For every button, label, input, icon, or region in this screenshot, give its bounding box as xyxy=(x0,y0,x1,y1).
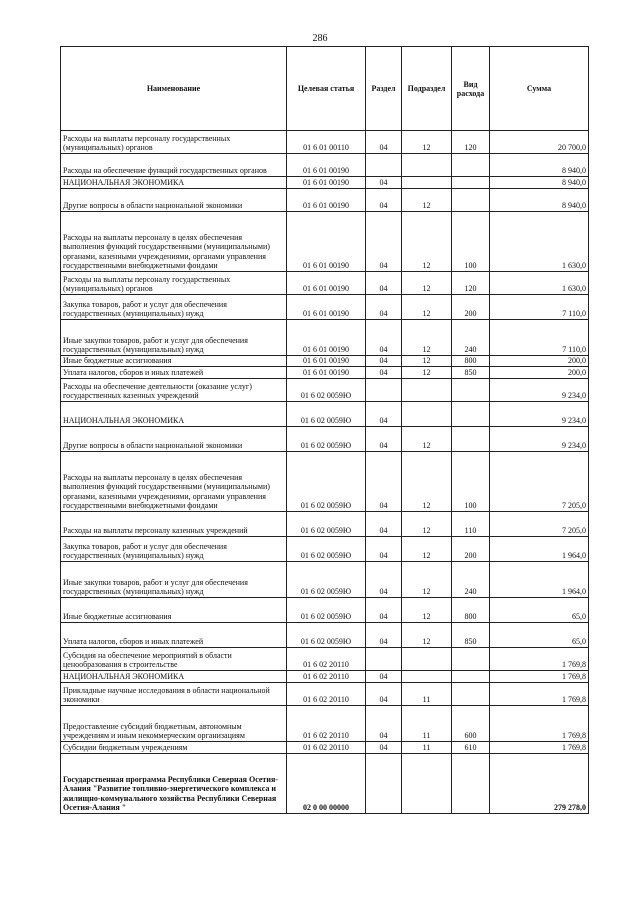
row-name-cell: Расходы на выплаты персоналу в целях обеспечения выполнения функций государственными (муниципальными) органами, казенными учреждениями, органами управления государственными внебюджетными фондами xyxy=(61,452,287,512)
row-section-cell: 04 xyxy=(366,683,402,706)
row-expense-type-cell: 120 xyxy=(452,272,490,295)
row-amount-cell: 200,0 xyxy=(490,356,589,367)
row-subsection-cell xyxy=(402,379,452,402)
row-section-cell: 04 xyxy=(366,212,402,272)
row-section-cell: 04 xyxy=(366,427,402,452)
row-name-cell: Государственная программа Республики Северная Осетия-Алания "Развитие топливно-энергетического комплекса и жилищно-коммунального хозяйства Республики Северная Осетия-Алания " xyxy=(61,754,287,814)
row-target-cell: 01 6 02 0059Ю xyxy=(287,537,366,562)
row-section-cell: 04 xyxy=(366,623,402,648)
row-target-cell: 01 6 02 0059Ю xyxy=(287,562,366,598)
row-name-cell: Расходы на выплаты персоналу государственных (муниципальных) органов xyxy=(61,131,287,154)
row-expense-type-cell: 200 xyxy=(452,295,490,320)
row-amount-cell: 20 700,0 xyxy=(490,131,589,154)
row-target-cell: 02 0 00 00000 xyxy=(287,754,366,814)
row-name-cell: Расходы на выплаты персоналу в целях обеспечения выполнения функций государственными (муниципальными) органами, казенными учреждениями, органами управления государственными внебюджетными фондами xyxy=(61,212,287,272)
row-name-cell: Другие вопросы в области национальной экономики xyxy=(61,427,287,452)
row-target-cell: 01 6 01 00190 xyxy=(287,177,366,189)
row-amount-cell: 1 769,8 xyxy=(490,671,589,683)
row-section-cell: 04 xyxy=(366,356,402,367)
row-expense-type-cell xyxy=(452,189,490,212)
table-header-row xyxy=(61,47,589,131)
row-subsection-cell: 12 xyxy=(402,212,452,272)
row-target-cell: 01 6 01 00190 xyxy=(287,295,366,320)
row-target-cell: 01 6 02 20110 xyxy=(287,742,366,754)
row-section-cell: 04 xyxy=(366,272,402,295)
row-target-cell: 01 6 01 00110 xyxy=(287,131,366,154)
row-target-cell: 01 6 02 0059Ю xyxy=(287,402,366,427)
row-subsection-cell: 12 xyxy=(402,427,452,452)
row-section-cell: 04 xyxy=(366,742,402,754)
row-amount-cell: 1 769,8 xyxy=(490,648,589,671)
row-section-cell: 04 xyxy=(366,402,402,427)
row-name-cell: Предоставление субсидий бюджетным, автономным учреждениям и иным некоммерческим организациям xyxy=(61,706,287,742)
row-expense-type-cell xyxy=(452,754,490,814)
row-name-cell: Уплата налогов, сборов и иных платежей xyxy=(61,623,287,648)
row-amount-cell: 1 769,8 xyxy=(490,742,589,754)
header-name: Наименование xyxy=(61,47,287,131)
table-row xyxy=(61,427,589,452)
row-amount-cell: 1 964,0 xyxy=(490,537,589,562)
row-target-cell: 01 6 01 00190 xyxy=(287,320,366,356)
header-section: Раздел xyxy=(366,47,402,131)
row-name-cell: Прикладные научные исследования в области национальной экономики xyxy=(61,683,287,706)
row-amount-cell: 7 205,0 xyxy=(490,452,589,512)
row-target-cell: 01 6 02 0059Ю xyxy=(287,598,366,623)
table-row xyxy=(61,367,589,379)
table-body xyxy=(61,131,589,814)
row-target-cell: 01 6 01 00190 xyxy=(287,154,366,177)
row-subsection-cell: 11 xyxy=(402,683,452,706)
row-expense-type-cell xyxy=(452,154,490,177)
row-name-cell: Уплата налогов, сборов и иных платежей xyxy=(61,367,287,379)
table-row xyxy=(61,295,589,320)
row-expense-type-cell: 110 xyxy=(452,512,490,537)
row-amount-cell: 1 769,8 xyxy=(490,683,589,706)
row-name-cell: НАЦИОНАЛЬНАЯ ЭКОНОМИКА xyxy=(61,671,287,683)
header-amount: Сумма xyxy=(490,47,589,131)
table-row xyxy=(61,177,589,189)
row-expense-type-cell xyxy=(452,379,490,402)
row-amount-cell: 279 278,0 xyxy=(490,754,589,814)
row-section-cell: 04 xyxy=(366,671,402,683)
row-section-cell: 04 xyxy=(366,537,402,562)
row-section-cell: 04 xyxy=(366,562,402,598)
row-target-cell: 01 6 02 20110 xyxy=(287,683,366,706)
row-target-cell: 01 6 02 0059Ю xyxy=(287,452,366,512)
row-target-cell: 01 6 01 00190 xyxy=(287,189,366,212)
row-expense-type-cell xyxy=(452,427,490,452)
table-row xyxy=(61,648,589,671)
row-expense-type-cell: 240 xyxy=(452,562,490,598)
table-row xyxy=(61,742,589,754)
row-amount-cell: 9 234,0 xyxy=(490,379,589,402)
table-row xyxy=(61,356,589,367)
row-amount-cell: 9 234,0 xyxy=(490,427,589,452)
row-subsection-cell: 12 xyxy=(402,623,452,648)
row-section-cell: 04 xyxy=(366,177,402,189)
row-amount-cell: 1 630,0 xyxy=(490,212,589,272)
table-row xyxy=(61,154,589,177)
row-name-cell: НАЦИОНАЛЬНАЯ ЭКОНОМИКА xyxy=(61,177,287,189)
row-expense-type-cell: 800 xyxy=(452,356,490,367)
row-subsection-cell xyxy=(402,177,452,189)
row-subsection-cell: 12 xyxy=(402,131,452,154)
row-target-cell: 01 6 02 0059Ю xyxy=(287,512,366,537)
row-subsection-cell: 12 xyxy=(402,272,452,295)
row-section-cell: 04 xyxy=(366,189,402,212)
row-section-cell: 04 xyxy=(366,295,402,320)
row-amount-cell: 65,0 xyxy=(490,623,589,648)
table-row xyxy=(61,272,589,295)
table-row xyxy=(61,512,589,537)
row-subsection-cell: 12 xyxy=(402,320,452,356)
row-name-cell: Закупка товаров, работ и услуг для обеспечения государственных (муниципальных) нужд xyxy=(61,295,287,320)
row-name-cell: Расходы на обеспечение деятельности (оказание услуг) государственных казенных учреждений xyxy=(61,379,287,402)
header-subsection: Подраздел xyxy=(402,47,452,131)
row-name-cell: Расходы на обеспечение функций государственных органов xyxy=(61,154,287,177)
row-target-cell: 01 6 02 0059Ю xyxy=(287,379,366,402)
row-subsection-cell xyxy=(402,754,452,814)
table-row xyxy=(61,706,589,742)
table-row xyxy=(61,212,589,272)
row-section-cell: 04 xyxy=(366,598,402,623)
row-expense-type-cell: 850 xyxy=(452,367,490,379)
row-name-cell: Иные закупки товаров, работ и услуг для обеспечения государственных (муниципальных) нужд xyxy=(61,562,287,598)
row-expense-type-cell: 610 xyxy=(452,742,490,754)
row-target-cell: 01 6 01 00190 xyxy=(287,212,366,272)
row-expense-type-cell xyxy=(452,177,490,189)
table-row xyxy=(61,379,589,402)
row-subsection-cell xyxy=(402,402,452,427)
header-expense-type: Вид расхода xyxy=(452,47,490,131)
row-subsection-cell xyxy=(402,648,452,671)
row-amount-cell: 65,0 xyxy=(490,598,589,623)
row-subsection-cell: 12 xyxy=(402,367,452,379)
row-expense-type-cell: 200 xyxy=(452,537,490,562)
table-row xyxy=(61,131,589,154)
row-subsection-cell: 12 xyxy=(402,562,452,598)
row-expense-type-cell: 240 xyxy=(452,320,490,356)
row-expense-type-cell: 600 xyxy=(452,706,490,742)
row-section-cell xyxy=(366,154,402,177)
row-name-cell: Расходы на выплаты персоналу государственных (муниципальных) органов xyxy=(61,272,287,295)
row-name-cell: Расходы на выплаты персоналу казенных учреждений xyxy=(61,512,287,537)
row-name-cell: Субсидия на обеспечение мероприятий в области ценообразования в строительстве xyxy=(61,648,287,671)
row-name-cell: НАЦИОНАЛЬНАЯ ЭКОНОМИКА xyxy=(61,402,287,427)
row-expense-type-cell xyxy=(452,648,490,671)
row-subsection-cell: 12 xyxy=(402,189,452,212)
row-name-cell: Иные бюджетные ассигнования xyxy=(61,598,287,623)
page-number: 286 xyxy=(312,33,328,44)
row-name-cell: Иные бюджетные ассигнования xyxy=(61,356,287,367)
row-target-cell: 01 6 01 00190 xyxy=(287,367,366,379)
row-section-cell: 04 xyxy=(366,512,402,537)
row-section-cell: 04 xyxy=(366,131,402,154)
table-row xyxy=(61,320,589,356)
row-target-cell: 01 6 02 0059Ю xyxy=(287,623,366,648)
row-subsection-cell: 11 xyxy=(402,706,452,742)
row-amount-cell: 8 940,0 xyxy=(490,189,589,212)
row-amount-cell: 8 940,0 xyxy=(490,154,589,177)
row-name-cell: Субсидии бюджетным учреждениям xyxy=(61,742,287,754)
row-expense-type-cell: 100 xyxy=(452,212,490,272)
row-expense-type-cell: 850 xyxy=(452,623,490,648)
table-row xyxy=(61,562,589,598)
row-expense-type-cell: 100 xyxy=(452,452,490,512)
row-target-cell: 01 6 02 20110 xyxy=(287,671,366,683)
table-row xyxy=(61,402,589,427)
row-subsection-cell: 12 xyxy=(402,295,452,320)
table-row xyxy=(61,598,589,623)
row-target-cell: 01 6 02 20110 xyxy=(287,648,366,671)
row-amount-cell: 200,0 xyxy=(490,367,589,379)
table-row xyxy=(61,537,589,562)
row-name-cell: Другие вопросы в области национальной экономики xyxy=(61,189,287,212)
table-row xyxy=(61,754,589,814)
row-subsection-cell xyxy=(402,671,452,683)
row-section-cell: 04 xyxy=(366,320,402,356)
table-row xyxy=(61,189,589,212)
row-subsection-cell: 12 xyxy=(402,356,452,367)
row-target-cell: 01 6 01 00190 xyxy=(287,272,366,295)
table-row xyxy=(61,623,589,648)
row-subsection-cell xyxy=(402,154,452,177)
row-amount-cell: 1 964,0 xyxy=(490,562,589,598)
row-target-cell: 01 6 01 00190 xyxy=(287,356,366,367)
row-expense-type-cell xyxy=(452,671,490,683)
row-section-cell xyxy=(366,379,402,402)
row-target-cell: 01 6 02 20110 xyxy=(287,706,366,742)
budget-table xyxy=(60,46,589,814)
row-section-cell: 04 xyxy=(366,367,402,379)
row-section-cell: 04 xyxy=(366,706,402,742)
row-amount-cell: 7 110,0 xyxy=(490,320,589,356)
row-subsection-cell: 12 xyxy=(402,537,452,562)
row-name-cell: Иные закупки товаров, работ и услуг для обеспечения государственных (муниципальных) нужд xyxy=(61,320,287,356)
row-target-cell: 01 6 02 0059Ю xyxy=(287,427,366,452)
row-amount-cell: 9 234,0 xyxy=(490,402,589,427)
row-subsection-cell: 12 xyxy=(402,452,452,512)
row-expense-type-cell: 120 xyxy=(452,131,490,154)
table-row xyxy=(61,671,589,683)
row-section-cell xyxy=(366,754,402,814)
row-subsection-cell: 11 xyxy=(402,742,452,754)
header-target: Целевая статья xyxy=(287,47,366,131)
row-amount-cell: 7 205,0 xyxy=(490,512,589,537)
row-amount-cell: 1 769,8 xyxy=(490,706,589,742)
row-expense-type-cell xyxy=(452,683,490,706)
row-expense-type-cell: 800 xyxy=(452,598,490,623)
row-amount-cell: 1 630,0 xyxy=(490,272,589,295)
table-row xyxy=(61,683,589,706)
row-section-cell: 04 xyxy=(366,452,402,512)
row-section-cell xyxy=(366,648,402,671)
row-amount-cell: 8 940,0 xyxy=(490,177,589,189)
table-row xyxy=(61,452,589,512)
row-name-cell: Закупка товаров, работ и услуг для обеспечения государственных (муниципальных) нужд xyxy=(61,537,287,562)
row-subsection-cell: 12 xyxy=(402,512,452,537)
row-amount-cell: 7 110,0 xyxy=(490,295,589,320)
row-expense-type-cell xyxy=(452,402,490,427)
row-subsection-cell: 12 xyxy=(402,598,452,623)
